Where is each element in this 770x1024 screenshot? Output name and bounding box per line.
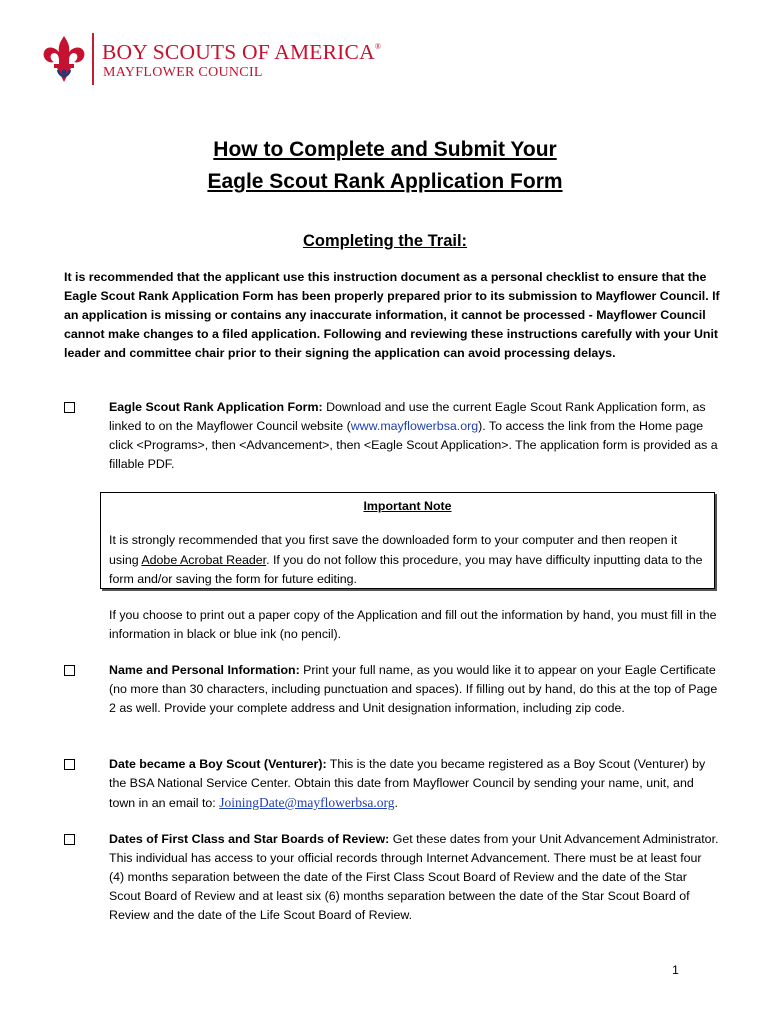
logo-divider <box>92 33 94 85</box>
checkbox-personal-info[interactable] <box>64 665 75 676</box>
acrobat-reader-link[interactable]: Adobe Acrobat Reader <box>141 552 267 567</box>
fleur-de-lis-logo-icon <box>40 34 88 86</box>
item-application-form: Eagle Scout Rank Application Form: Download and use the current Eagle Scout Rank Application form, as linked to on the Mayflower Council website (www.mayflowerbsa.org). To access the link from the Home page click <Programs>, then <Advancement>, then <Eagle Scout Application>. The application form is provided as a fillable PDF. <box>109 400 718 471</box>
page-title-line2: Eagle Scout Rank Application Form <box>207 170 563 193</box>
joining-date-email-link[interactable]: JoiningDate@mayflowerbsa.org <box>219 795 395 810</box>
website-link[interactable]: www.mayflowerbsa.org <box>350 419 479 433</box>
council-name: MAYFLOWER COUNCIL <box>103 65 263 80</box>
section-heading: Completing the Trail: <box>302 232 468 250</box>
intro-paragraph: It is recommended that the applicant use this instruction document as a personal checklist to ensure that the Eagle Scout Rank Application Form has been properly prepared prior to its submission to Mayflower Council. If an application is missing or contains any inaccurate information, it cannot be processed - Mayflower Council cannot make changes to a filed application. Following and reviewing these instructions carefully with your Unit leader and committee chair prior to their signing the application can avoid processing delays. <box>64 270 720 360</box>
org-name: BOY SCOUTS OF AMERICA® <box>102 40 382 64</box>
item-date-became-scout: Date became a Boy Scout (Venturer): This is the date you became registered as a Boy Scout (Venturer) by the BSA National Service Center. Obtain this date from Mayflower Council by sending your name, unit, and town in an email to: JoiningDate@mayflowerbsa.org. <box>109 757 706 810</box>
checkbox-date-became-scout[interactable] <box>64 759 75 770</box>
page-title-line1: How to Complete and Submit Your <box>213 138 557 161</box>
print-note: If you choose to print out a paper copy of the Application and fill out the information by hand, you must fill in the information in black or blue ink (no pencil). <box>109 608 717 641</box>
note-title: Important Note <box>363 499 452 513</box>
checkbox-boards-of-review[interactable] <box>64 834 75 845</box>
item-personal-info: Name and Personal Information: Print your full name, as you would like it to appear on your Eagle Certificate (no more than 30 characters, including punctuation and spaces). If filling out by hand, do this at the top of Page 2 as well. Provide your complete address and Unit designation information, including zip code. <box>109 663 718 715</box>
note-text: It is strongly recommended that you first save the downloaded form to your computer and then reopen it using Adobe Acrobat Reader. If you do not follow this procedure, you may have difficulty inputting data to the form and/or saving the form for future editing. <box>109 533 703 586</box>
item-boards-of-review: Dates of First Class and Star Boards of Review: Get these dates from your Unit Advancement Administrator. This individual has access to your official records through Internet Advancement. There must be at least four (4) months separation between the date of the First Class Scout Board of Review and the date of the Star Scout Board of Review and at least six (6) months separation between the date of the Star Scout Board of Review and the date of the Life Scout Board of Review. <box>109 832 719 922</box>
checkbox-application-form[interactable] <box>64 402 75 413</box>
important-note-box <box>100 492 715 589</box>
page-number: 1 <box>672 963 679 977</box>
